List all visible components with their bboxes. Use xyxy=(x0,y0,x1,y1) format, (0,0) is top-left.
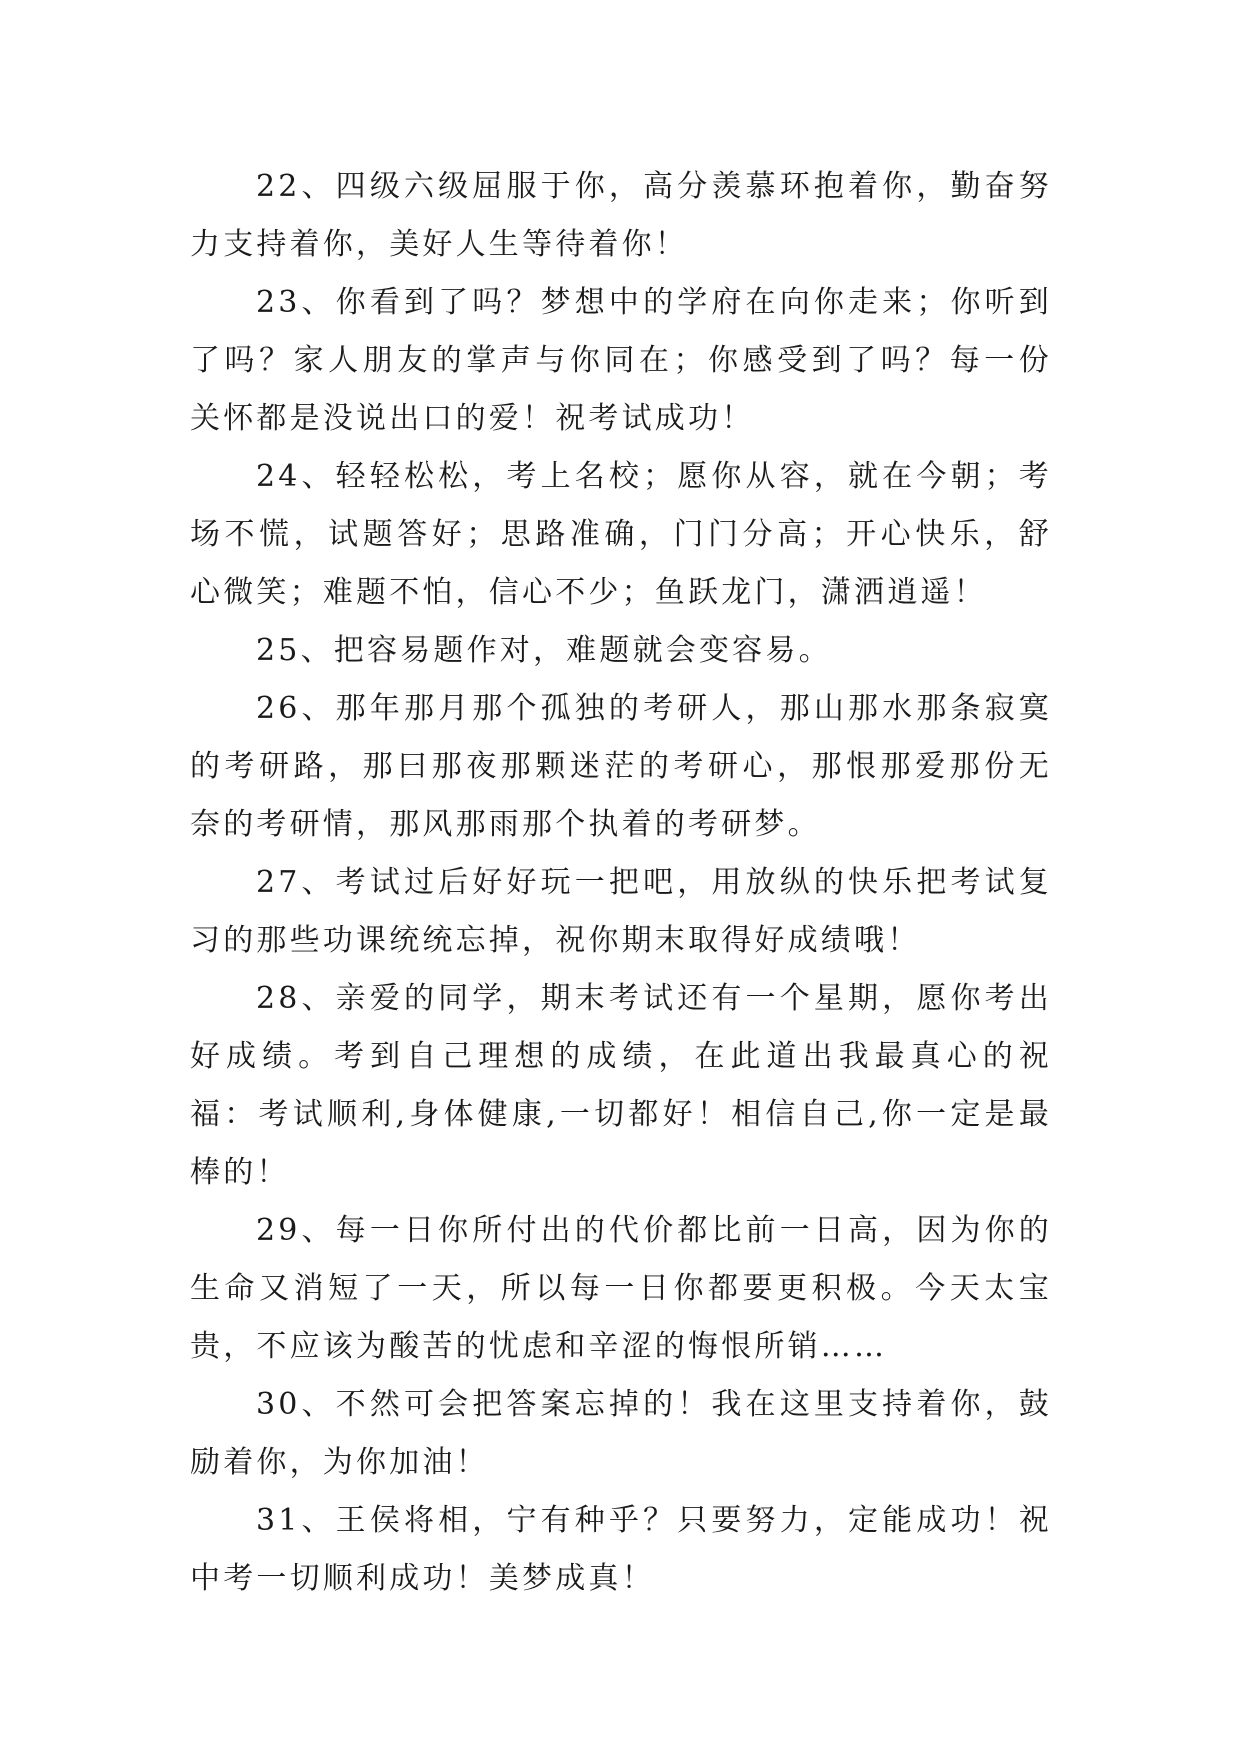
document-body xyxy=(190,158,1052,1608)
paragraph-29: 29、每一日你所付出的代价都比前一日高，因为你的生命又消短了一天，所以每一日你都要更积极。今天太宝贵，不应该为酸苦的忧虑和辛涩的悔恨所销…… xyxy=(190,1213,1052,1364)
paragraph-26: 26、那年那月那个孤独的考研人，那山那水那条寂寞的考研路，那曰那夜那颗迷茫的考研心，那恨那爱那份无奈的考研情，那风那雨那个执着的考研梦。 xyxy=(190,691,1052,842)
paragraph-23: 23、你看到了吗？梦想中的学府在向你走来；你听到了吗？家人朋友的掌声与你同在；你感受到了吗？每一份关怀都是没说出口的爱！祝考试成功！ xyxy=(190,285,1052,436)
paragraph-30: 30、不然可会把答案忘掉的！我在这里支持着你，鼓励着你，为你加油！ xyxy=(190,1387,1052,1480)
paragraph-31: 31、王侯将相，宁有种乎？只要努力，定能成功！祝中考一切顺利成功！美梦成真！ xyxy=(190,1503,1052,1596)
paragraph-28: 28、亲爱的同学，期末考试还有一个星期，愿你考出好成绩。考到自己理想的成绩，在此道出我最真心的祝福：考试顺利,身体健康,一切都好！相信自己,你一定是最棒的！ xyxy=(190,981,1052,1190)
paragraph-25: 25、把容易题作对，难题就会变容易。 xyxy=(256,633,832,668)
paragraph-22: 22、四级六级屈服于你，高分羡慕环抱着你，勤奋努力支持着你，美好人生等待着你！ xyxy=(190,169,1052,262)
paragraph-24: 24、轻轻松松，考上名校；愿你从容，就在今朝；考场不慌，试题答好；思路准确，门门分高；开心快乐，舒心微笑；难题不怕，信心不少；鱼跃龙门，潇洒逍遥！ xyxy=(190,459,1052,610)
paragraph-27: 27、考试过后好好玩一把吧，用放纵的快乐把考试复习的那些功课统统忘掉，祝你期末取得好成绩哦！ xyxy=(190,865,1052,958)
